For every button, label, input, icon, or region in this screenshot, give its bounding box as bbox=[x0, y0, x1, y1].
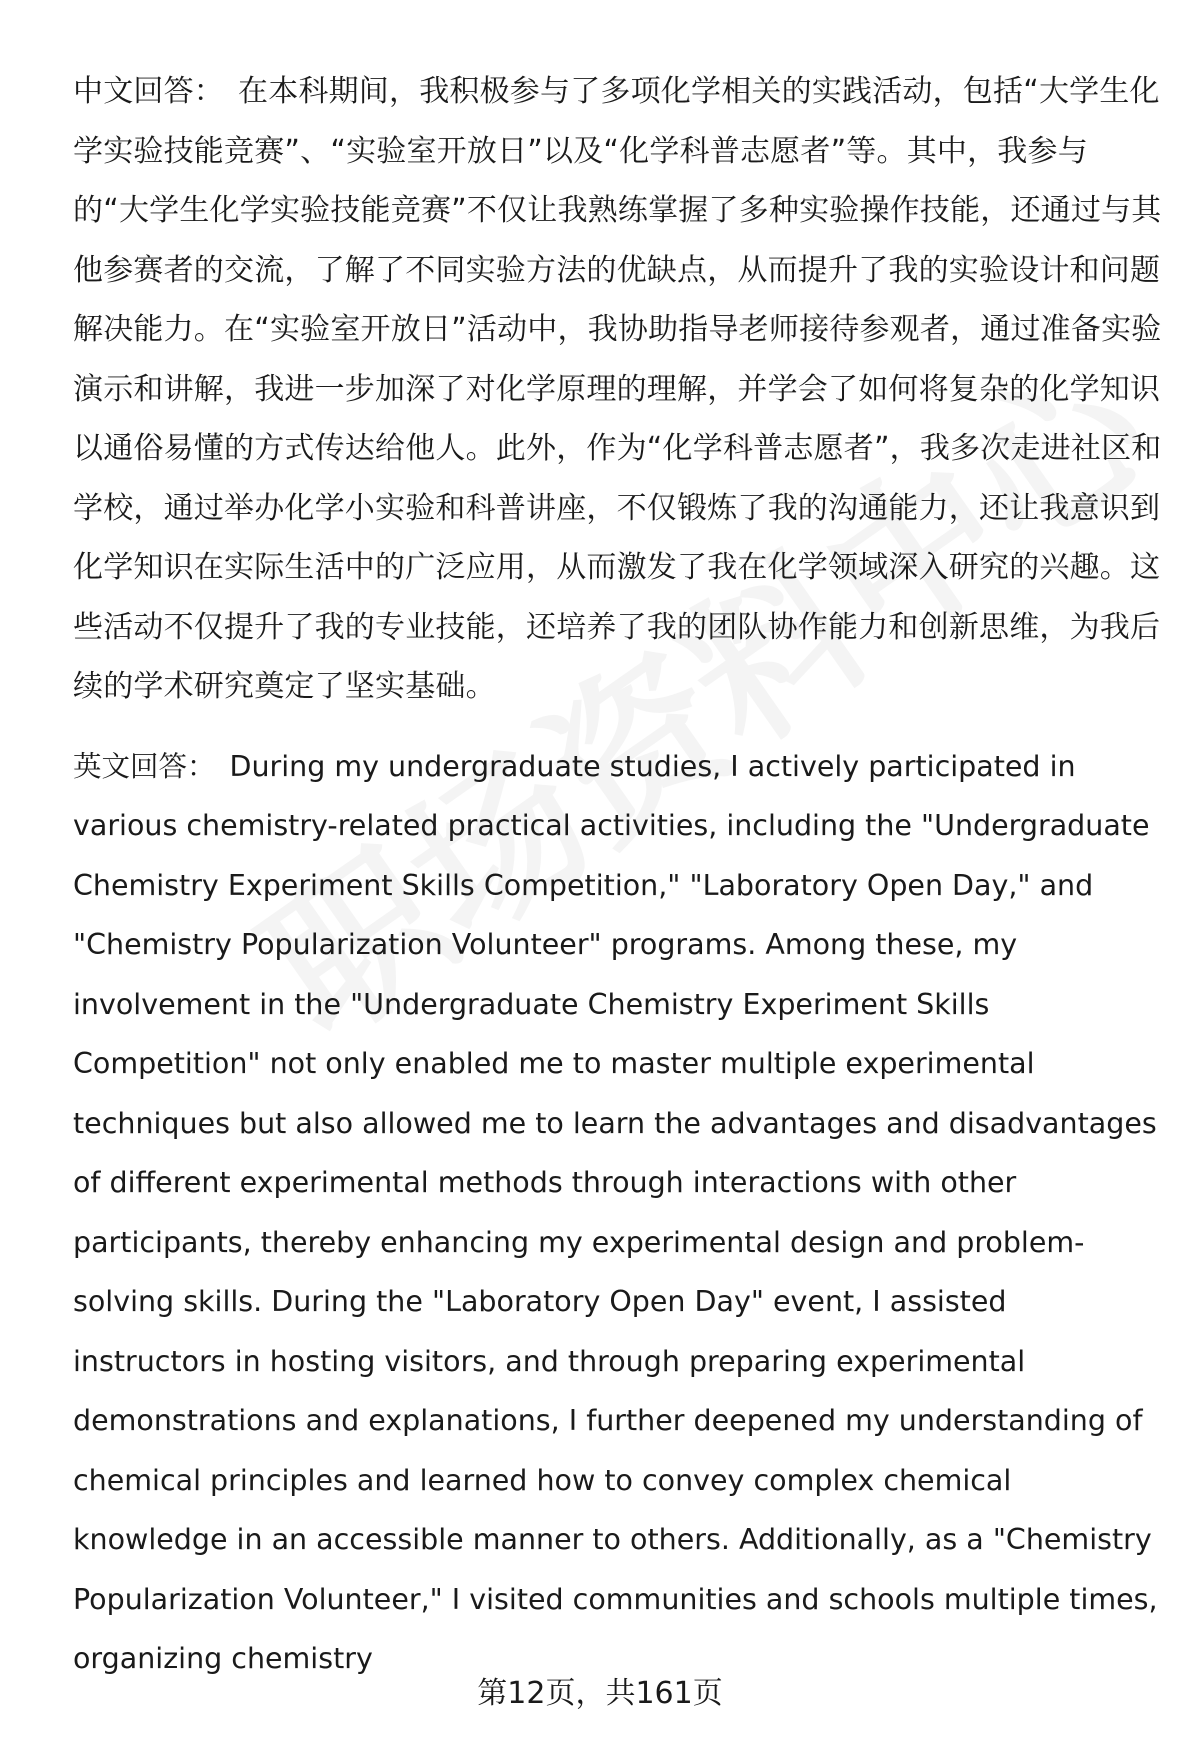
chinese-answer-paragraph bbox=[73, 62, 1163, 717]
page-number-footer: 第12页，共161页 bbox=[477, 1676, 723, 1711]
english-answer-paragraph bbox=[73, 737, 1163, 1689]
chinese-answer-text: 在本科期间，我积极参与了多项化学相关的实践活动，包括“大学生化学实验技能竞赛”、“实验室开放日”以及“化学科普志愿者”等。其中，我参与的“大学生化学实验技能竞赛”不仅让我熟练掌握了多种实验操作技能，还通过与其他参赛者的交流，了解了不同实验方法的优缺点，从而提升了我的实验设计和问题解决能力。在“实验室开放日”活动中，我协助指导老师接待参观者，通过准备实验演示和讲解，我进一步加深了对化学原理的理解，并学会了如何将复杂的化学知识以通俗易懂的方式传达给他人。此外，作为“化学科普志愿者”，我多次走进社区和学校，通过举办化学小实验和科普讲座，不仅锻炼了我的沟通能力，还让我意识到化学知识在实际生活中的广泛应用，从而激发了我在化学领域深入研究的兴趣。这些活动不仅提升了我的专业技能，还培养了我的团队协作能力和创新思维，为我后续的学术研究奠定了坚实基础。 bbox=[73, 74, 1162, 704]
english-answer-label: 英文回答： bbox=[73, 749, 216, 783]
chinese-answer-label: 中文回答： bbox=[73, 74, 224, 109]
document-body bbox=[73, 62, 1163, 1689]
english-answer-text: During my undergraduate studies, I actively participated in various chemistry-related practical activities, including the "Undergraduate Chemistry Experiment Skills Competition," "Laboratory Open Day," and "Chemistry Popularization Volunteer" programs. Among these, my involvement in the "Undergraduate Chemistry Experiment Skills Competition" not only enabled me to master multiple experimental techniques but also allowed me to learn the advantages and disadvantages of different experimental methods through interactions with other participants, thereby enhancing my experimental design and problem-solving skills. During the "Laboratory Open Day" event, I assisted instructors in hosting visitors, and through preparing experimental demonstrations and explanations, I further deepened my understanding of chemical principles and learned how to convey complex chemical knowledge in an accessible manner to others. Additionally, as a "Chemistry Popularization Volunteer," I visited communities and schools multiple times, organizing chemistry bbox=[73, 749, 1158, 1675]
